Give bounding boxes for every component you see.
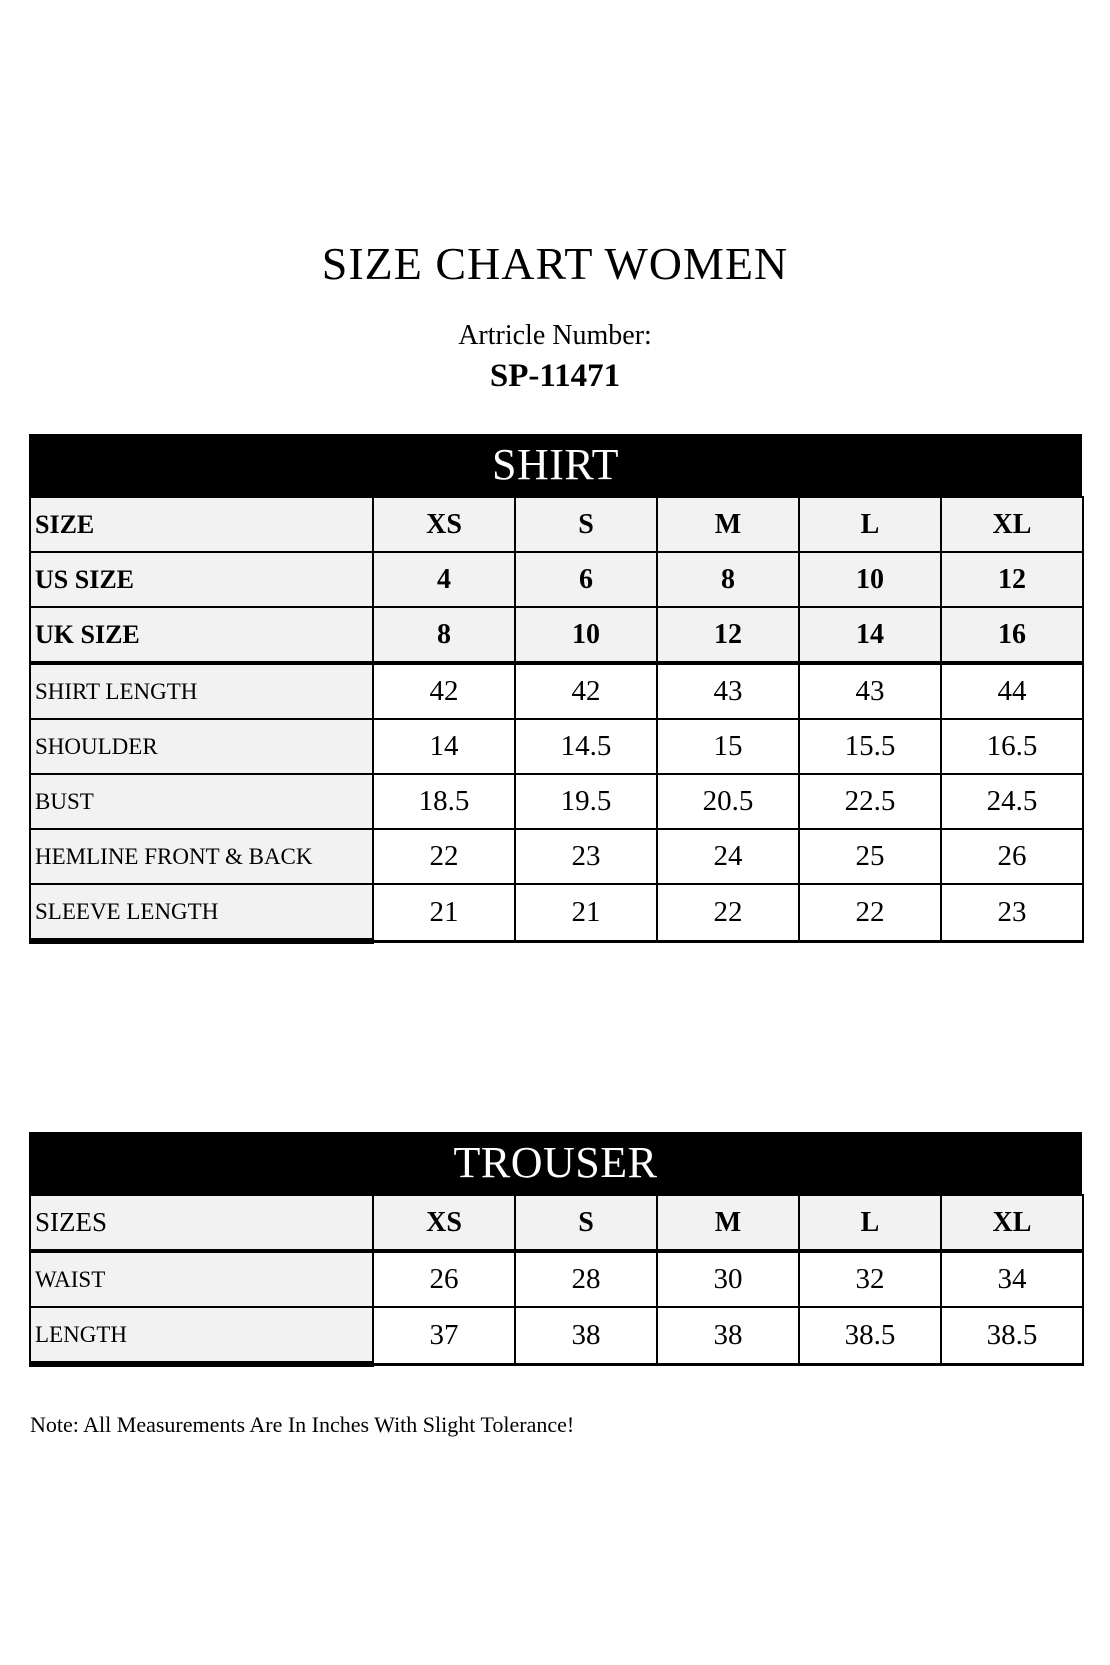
size-cell: 16 bbox=[941, 607, 1083, 663]
measure-cell: 21 bbox=[373, 884, 515, 941]
measure-cell: 19.5 bbox=[515, 774, 657, 829]
row-label: LENGTH bbox=[30, 1307, 373, 1364]
table-row-uk-size bbox=[30, 607, 1083, 663]
shirt-size-table-section bbox=[29, 434, 1082, 944]
measure-cell: 43 bbox=[657, 663, 799, 719]
measure-cell: 18.5 bbox=[373, 774, 515, 829]
measure-cell: 37 bbox=[373, 1307, 515, 1364]
measure-cell: 15.5 bbox=[799, 719, 941, 774]
measure-cell: 26 bbox=[941, 829, 1083, 884]
size-cell: M bbox=[657, 1195, 799, 1251]
size-cell: XL bbox=[941, 1195, 1083, 1251]
measure-cell: 22.5 bbox=[799, 774, 941, 829]
article-number-value: SP-11471 bbox=[489, 358, 621, 394]
table-row-size bbox=[30, 497, 1083, 552]
table-row-sleeve-length bbox=[30, 884, 1083, 941]
row-label: SLEEVE LENGTH bbox=[30, 884, 373, 941]
measure-cell: 34 bbox=[941, 1251, 1083, 1307]
table-row-shirt-length bbox=[30, 663, 1083, 719]
measure-cell: 28 bbox=[515, 1251, 657, 1307]
size-cell: 4 bbox=[373, 552, 515, 607]
shirt-table-title: SHIRT bbox=[29, 434, 1082, 496]
article-number-label: Artricle Number: bbox=[458, 320, 652, 351]
measure-cell: 43 bbox=[799, 663, 941, 719]
size-cell: XS bbox=[373, 1195, 515, 1251]
size-cell: 14 bbox=[799, 607, 941, 663]
row-label: SIZE bbox=[30, 497, 373, 552]
measure-cell: 32 bbox=[799, 1251, 941, 1307]
size-cell: 10 bbox=[799, 552, 941, 607]
size-cell: L bbox=[799, 497, 941, 552]
size-cell: 12 bbox=[657, 607, 799, 663]
measure-cell: 22 bbox=[657, 884, 799, 941]
measure-cell: 38 bbox=[515, 1307, 657, 1364]
size-cell: M bbox=[657, 497, 799, 552]
size-cell: 6 bbox=[515, 552, 657, 607]
size-cell: 10 bbox=[515, 607, 657, 663]
row-label: SIZES bbox=[30, 1195, 373, 1251]
trouser-table-title: TROUSER bbox=[29, 1132, 1082, 1194]
table-row-waist bbox=[30, 1251, 1083, 1307]
measure-cell: 44 bbox=[941, 663, 1083, 719]
measure-cell: 30 bbox=[657, 1251, 799, 1307]
row-label: WAIST bbox=[30, 1251, 373, 1307]
measure-cell: 23 bbox=[515, 829, 657, 884]
row-label: UK SIZE bbox=[30, 607, 373, 663]
row-label: BUST bbox=[30, 774, 373, 829]
table-row-us-size bbox=[30, 552, 1083, 607]
measure-cell: 25 bbox=[799, 829, 941, 884]
measure-cell: 15 bbox=[657, 719, 799, 774]
measure-cell: 38.5 bbox=[799, 1307, 941, 1364]
size-cell: 12 bbox=[941, 552, 1083, 607]
table-row-hemline bbox=[30, 829, 1083, 884]
table-row-bust bbox=[30, 774, 1083, 829]
measure-cell: 42 bbox=[515, 663, 657, 719]
size-cell: XL bbox=[941, 497, 1083, 552]
trouser-size-table bbox=[29, 1194, 1084, 1367]
measure-cell: 26 bbox=[373, 1251, 515, 1307]
size-cell: S bbox=[515, 497, 657, 552]
size-cell: L bbox=[799, 1195, 941, 1251]
row-label: SHIRT LENGTH bbox=[30, 663, 373, 719]
measure-cell: 38 bbox=[657, 1307, 799, 1364]
measure-cell: 14.5 bbox=[515, 719, 657, 774]
size-cell: S bbox=[515, 1195, 657, 1251]
measure-cell: 24 bbox=[657, 829, 799, 884]
measure-cell: 21 bbox=[515, 884, 657, 941]
table-row-shoulder bbox=[30, 719, 1083, 774]
shirt-size-table bbox=[29, 496, 1084, 944]
row-label: SHOULDER bbox=[30, 719, 373, 774]
table-row-length bbox=[30, 1307, 1083, 1364]
size-cell: XS bbox=[373, 497, 515, 552]
measurement-note: Note: All Measurements Are In Inches With Slight Tolerance! bbox=[30, 1412, 575, 1437]
measure-cell: 24.5 bbox=[941, 774, 1083, 829]
size-cell: 8 bbox=[657, 552, 799, 607]
row-label: US SIZE bbox=[30, 552, 373, 607]
trouser-size-table-section bbox=[29, 1132, 1082, 1367]
measure-cell: 22 bbox=[373, 829, 515, 884]
measure-cell: 16.5 bbox=[941, 719, 1083, 774]
measure-cell: 22 bbox=[799, 884, 941, 941]
table-row-sizes bbox=[30, 1195, 1083, 1251]
row-label: HEMLINE FRONT & BACK bbox=[30, 829, 373, 884]
size-cell: 8 bbox=[373, 607, 515, 663]
measure-cell: 14 bbox=[373, 719, 515, 774]
measure-cell: 38.5 bbox=[941, 1307, 1083, 1364]
page-title: SIZE CHART WOMEN bbox=[321, 238, 789, 289]
measure-cell: 20.5 bbox=[657, 774, 799, 829]
measure-cell: 42 bbox=[373, 663, 515, 719]
measure-cell: 23 bbox=[941, 884, 1083, 941]
